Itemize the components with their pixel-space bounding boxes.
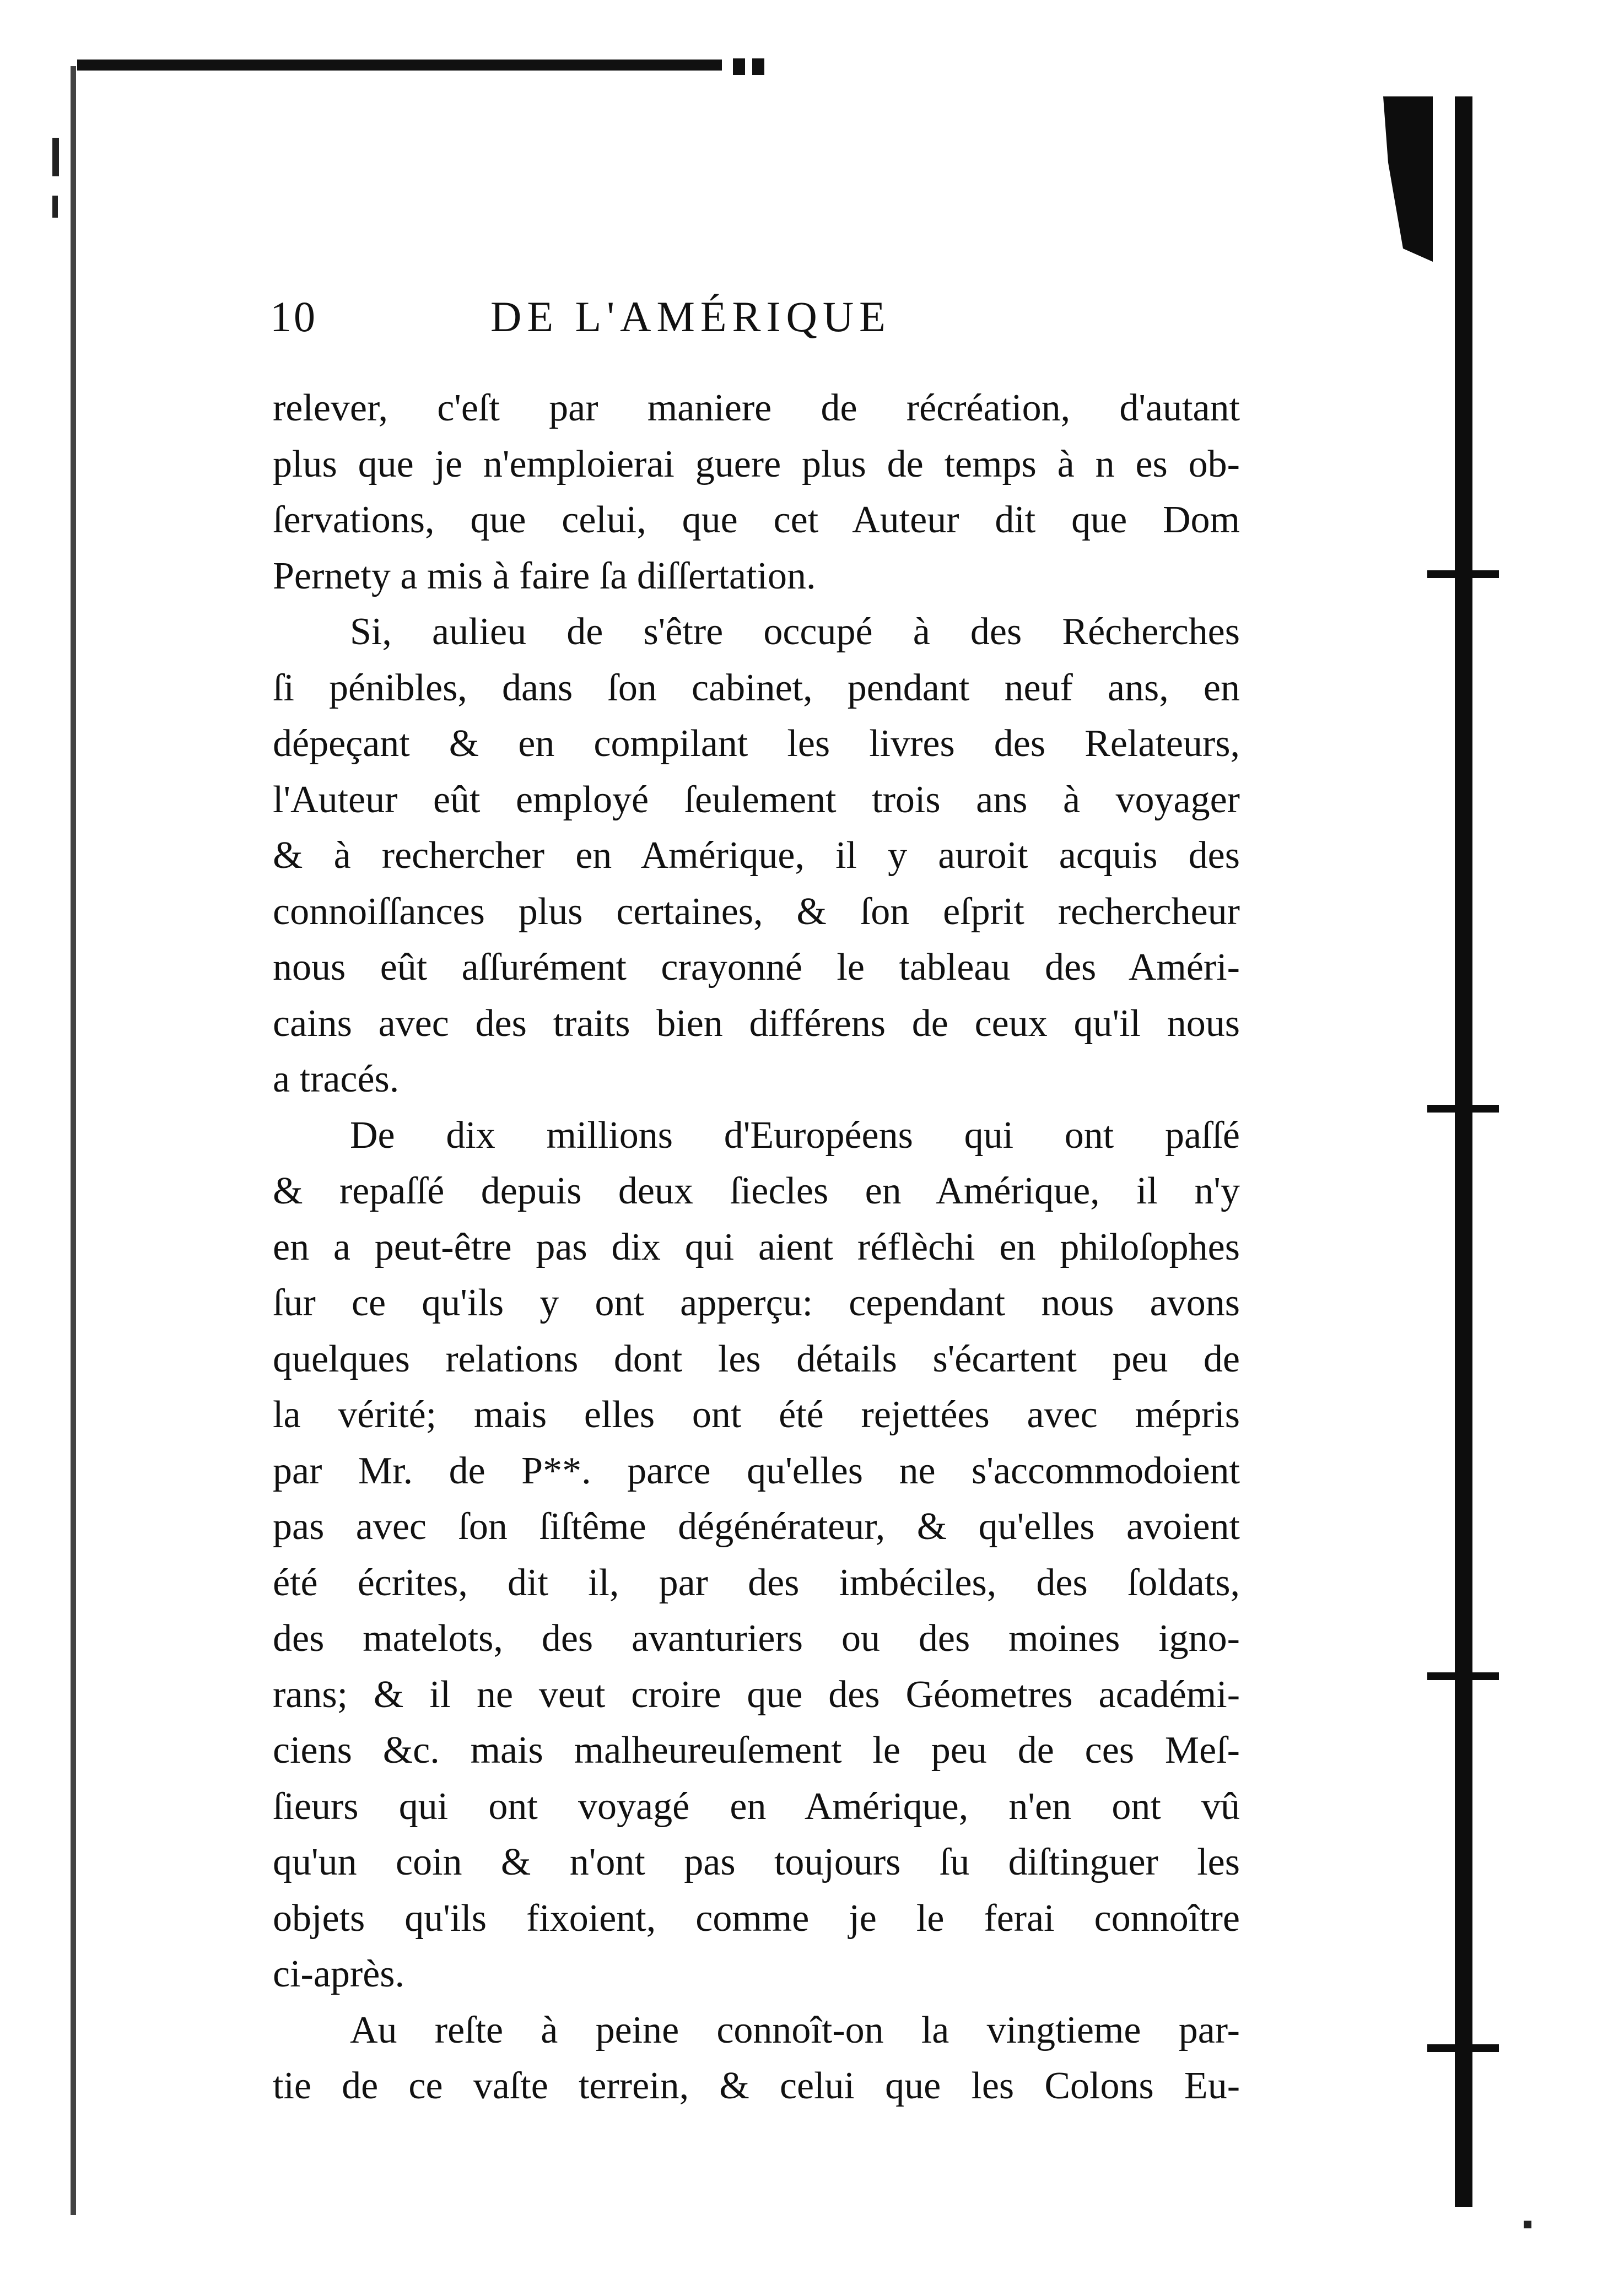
page-number: 10 <box>270 293 317 341</box>
text-line: des matelots, des avanturiers ou des moines igno- <box>273 1617 1240 1660</box>
text-line: pas avec ſon ſiſtême dégénérateur, & qu'elles avoient <box>273 1505 1240 1548</box>
binding-spine <box>1455 96 1472 2207</box>
binding-thread <box>1427 1105 1499 1113</box>
text-line: dépeçant & en compilant les livres des Relateurs, <box>273 722 1240 765</box>
text-line: quelques relations dont les détails s'écartent peu de <box>273 1337 1240 1380</box>
text-line: plus que je n'emploierai guere plus de temps à n es ob- <box>273 442 1240 485</box>
text-line: De dix millions d'Européens qui ont paſſé <box>350 1114 1240 1157</box>
body-text <box>273 380 1240 2114</box>
running-title: DE L'AMÉRIQUE <box>490 293 891 341</box>
text-line: relever, c'eſt par maniere de récréation, d'autant <box>273 387 1240 429</box>
text-line: en a peut-être pas dix qui aient réflèchi en philoſophes <box>273 1225 1240 1268</box>
text-line: Au reſte à peine connoît-on la vingtieme par- <box>350 2008 1240 2051</box>
text-line: cains avec des traits bien différens de ceux qu'il nous <box>273 1002 1240 1045</box>
text-line: connoiſſances plus certaines, & ſon eſprit rechercheur <box>273 890 1240 933</box>
text-line: ſieurs qui ont voyagé en Amérique, n'en ont vû <box>273 1785 1240 1828</box>
text-line: Pernety a mis à faire ſa diſſertation. <box>273 554 816 597</box>
running-header <box>270 292 986 353</box>
text-line: ſur ce qu'ils y ont apperçu: cependant nous avons <box>273 1282 1240 1324</box>
binding-thread <box>1427 2044 1499 2052</box>
text-line: tie de ce vaſte terrein, & celui que les Colons Eu- <box>273 2065 1240 2107</box>
scan-speck <box>52 196 58 218</box>
text-line: & à rechercher en Amérique, il y auroit acquis des <box>273 834 1240 877</box>
text-line: la vérité; mais elles ont été rejettées avec mépris <box>273 1394 1240 1436</box>
text-line: & repaſſé depuis deux ſiecles en Amérique, il n'y <box>273 1170 1240 1212</box>
binding-shadow <box>1383 96 1433 262</box>
top-border-mark <box>733 58 745 75</box>
text-line: qu'un coin & n'ont pas toujours ſu diſtinguer les <box>273 1841 1240 1883</box>
text-line: par Mr. de P**. parce qu'elles ne s'accommodoient <box>273 1449 1240 1492</box>
top-border-rule <box>77 60 722 71</box>
text-line: ſervations, que celui, que cet Auteur dit que Dom <box>273 499 1240 541</box>
text-line: ſi pénibles, dans ſon cabinet, pendant neuf ans, en <box>273 666 1240 709</box>
left-page-edge <box>71 66 76 2215</box>
text-line: objets qu'ils fixoient, comme je le ferai connoître <box>273 1897 1240 1940</box>
text-line: ci-après. <box>273 1953 405 1995</box>
text-line: ciens &c. mais malheureuſement le peu de ces Meſ- <box>273 1729 1240 1772</box>
top-border-mark <box>752 58 764 75</box>
text-line: a tracés. <box>273 1058 400 1100</box>
text-line: rans; & il ne veut croire que des Géometres académi- <box>273 1673 1240 1716</box>
binding-thread <box>1427 1672 1499 1680</box>
text-line: Si, aulieu de s'être occupé à des Récherches <box>350 611 1240 653</box>
binding-thread <box>1427 570 1499 578</box>
text-line: l'Auteur eût employé ſeulement trois ans à voyager <box>273 778 1240 821</box>
scan-speck <box>52 138 59 176</box>
scan-speck <box>1524 2221 1531 2228</box>
text-line: nous eût aſſurément crayonné le tableau des Améri- <box>273 946 1240 989</box>
text-line: été écrites, dit il, par des imbéciles, des ſoldats, <box>273 1561 1240 1604</box>
